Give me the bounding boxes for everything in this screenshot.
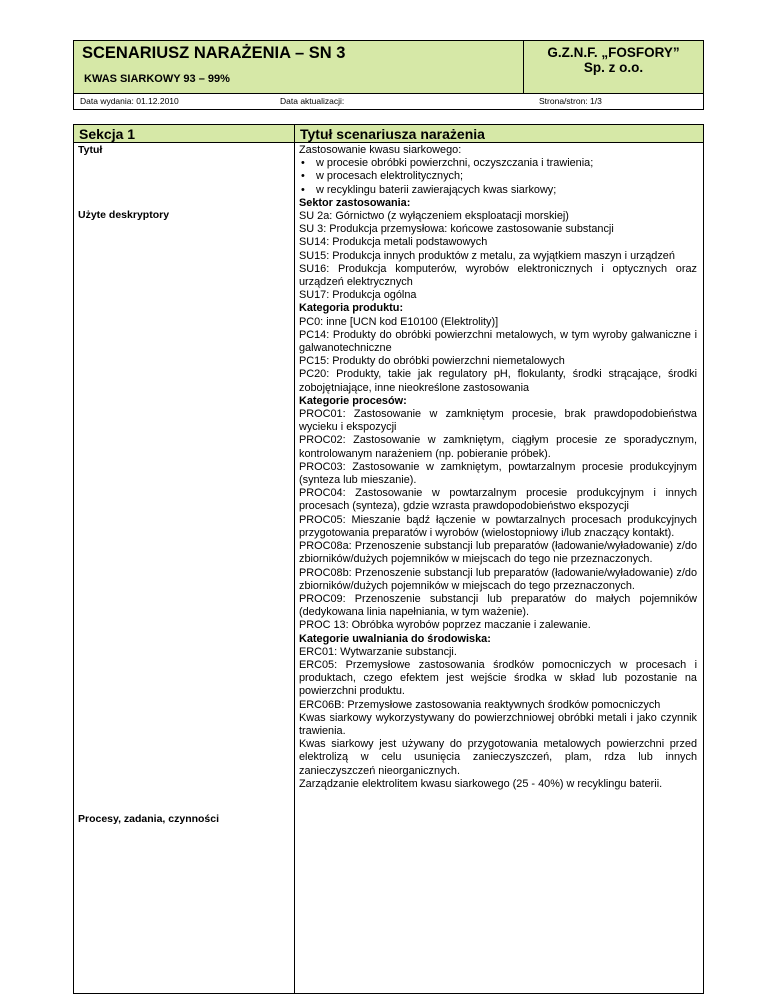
product-item: PC0: inne [UCN kod E10100 (Elektrolity)]	[299, 315, 499, 328]
release-item: ERC06B: Przemysłowe zastosowania reaktywnych środków pomocniczych	[299, 698, 661, 711]
section-header-row	[73, 124, 704, 143]
sector-item: SU 3: Produkcja przemysłowa: końcowe zastosowanie substancji	[299, 223, 614, 236]
page-info: Strona/stron: 1/3	[539, 96, 602, 106]
title-bullet-list	[299, 157, 697, 197]
sector-item: SU17: Produkcja ogólna	[299, 289, 417, 302]
issue-date: Data wydania: 01.12.2010	[80, 96, 179, 106]
process-heading: Kategorie procesów:	[299, 394, 407, 407]
release-item: ERC05: Przemysłowe zastosowania środków pomocniczych w procesach i produktach, czego efektem jest wejście środka w skład lub pozostanie na powierzchni produktu.	[299, 658, 697, 698]
process-item: PROC 13: Obróbka wyrobów poprzez maczanie i zalewanie.	[299, 619, 591, 632]
process-item: PROC04: Zastosowanie w powtarzalnym procesie produkcyjnym i innych procesach (synteza), gdzie wzrasta prawdopodobieństwo ekspozycji	[299, 487, 697, 513]
title-bullet: • w recyklingu baterii zawierających kwas siarkowy;	[301, 183, 557, 196]
release-heading: Kategorie uwalniania do środowiska:	[299, 632, 491, 645]
company-name-line2: Sp. z o.o.	[583, 60, 644, 75]
product-item: PC14: Produkty do obróbki powierzchni metalowych, w tym wyroby galwaniczne i galwanotechniczne	[299, 328, 697, 355]
sector-item: SU 2a: Górnictwo (z wyłączeniem eksploatacji morskiej)	[299, 210, 569, 223]
sector-item: SU14: Produkcja metali podstawowych	[299, 236, 488, 249]
process-description: Kwas siarkowy jest używany do przygotowania metalowych powierzchni przed elektrolizą w celu usunięcia zanieczyszczeń, plam, rdza lub innych zanieczyszczeń nieorganicznych.	[299, 738, 697, 777]
label-processes: Procesy, zadania, czynności	[78, 813, 220, 825]
document-meta-row	[73, 94, 704, 110]
process-item: PROC03: Zastosowanie w zamkniętym, powtarzalnym procesie produkcyjnym (synteza lub mieszanie).	[299, 460, 697, 487]
sector-item: SU16: Produkcja komputerów, wyrobów elektronicznych i optycznych oraz urządzeń elektrycznych	[299, 262, 697, 289]
release-item: ERC01: Wytwarzanie substancji.	[299, 645, 457, 658]
title-intro: Zastosowanie kwasu siarkowego:	[299, 144, 462, 156]
document-page	[73, 40, 704, 825]
title-bullet: • w procesach elektrolitycznych;	[301, 170, 464, 183]
product-item: PC20: Produkty, takie jak regulatory pH, flokulanty, środki strącające, środki zobojętniające, inne nieokreślone zastosowania	[299, 368, 697, 394]
label-title: Tytuł	[78, 144, 103, 156]
document-subtitle: KWAS SIARKOWY 93 – 99%	[84, 73, 230, 85]
document-title: SCENARIUSZ NARAŻENIA – SN 3	[82, 44, 346, 62]
product-item: PC15: Produkty do obróbki powierzchni niemetalowych	[299, 355, 565, 368]
section-title: Tytuł scenariusza narażenia	[300, 126, 485, 142]
title-bullet: • w procesie obróbki powierzchni, oczyszczania i trawienia;	[301, 157, 594, 170]
process-item: PROC01: Zastosowanie w zamkniętym procesie, brak prawdopodobieństwa wycieku i ekspozycji	[299, 408, 697, 434]
sector-heading: Sektor zastosowania:	[299, 196, 411, 209]
label-descriptors: Użyte deskryptory	[78, 209, 170, 221]
update-date: Data aktualizacji:	[280, 96, 345, 106]
sector-item: SU15: Produkcja innych produktów z metalu, za wyjątkiem maszyn i urządzeń	[299, 249, 675, 262]
section-body	[73, 143, 704, 994]
header-title-box	[73, 40, 524, 94]
company-box	[524, 40, 704, 94]
section-table	[73, 124, 704, 994]
product-heading: Kategoria produktu:	[299, 302, 404, 315]
process-item: PROC08b: Przenoszenie substancji lub preparatów (ładowanie/wyładowanie) z/do zbiorników/dużych pojemników w miejscach do tego przeznaczonych.	[299, 566, 697, 592]
process-item: PROC09: Przenoszenie substancji lub preparatów do małych pojemników (dedykowana linia napełniania, w tym ważenie).	[299, 592, 697, 619]
process-description: Zarządzanie elektrolitem kwasu siarkowego (25 - 40%) w recyklingu baterii.	[299, 777, 663, 790]
process-item: PROC02: Zastosowanie w zamkniętym, ciągłym procesie ze sporadycznym, kontrolowanym narażeniem (np. pobieranie próbek).	[299, 434, 697, 460]
section-number: Sekcja 1	[79, 126, 136, 142]
process-item: PROC05: Mieszanie bądź łączenie w powtarzalnych procesach produkcyjnych przygotowania preparatów i wyrobów (wielostopniowy i/lub znaczący kontakt).	[299, 513, 697, 539]
process-item: PROC08a: Przenoszenie substancji lub preparatów (ładowanie/wyładowanie) z/do zbiorników/dużych pojemników w miejscach do tego nie przeznaczonych.	[299, 540, 697, 566]
section-content	[299, 144, 697, 791]
document-header	[73, 40, 704, 106]
company-name-line1: G.Z.N.F. „FOSFORY”	[547, 45, 680, 60]
process-description: Kwas siarkowy wykorzystywany do powierzchniowej obróbki metali i jako czynnik trawienia.	[299, 711, 697, 737]
company-name	[524, 41, 703, 75]
